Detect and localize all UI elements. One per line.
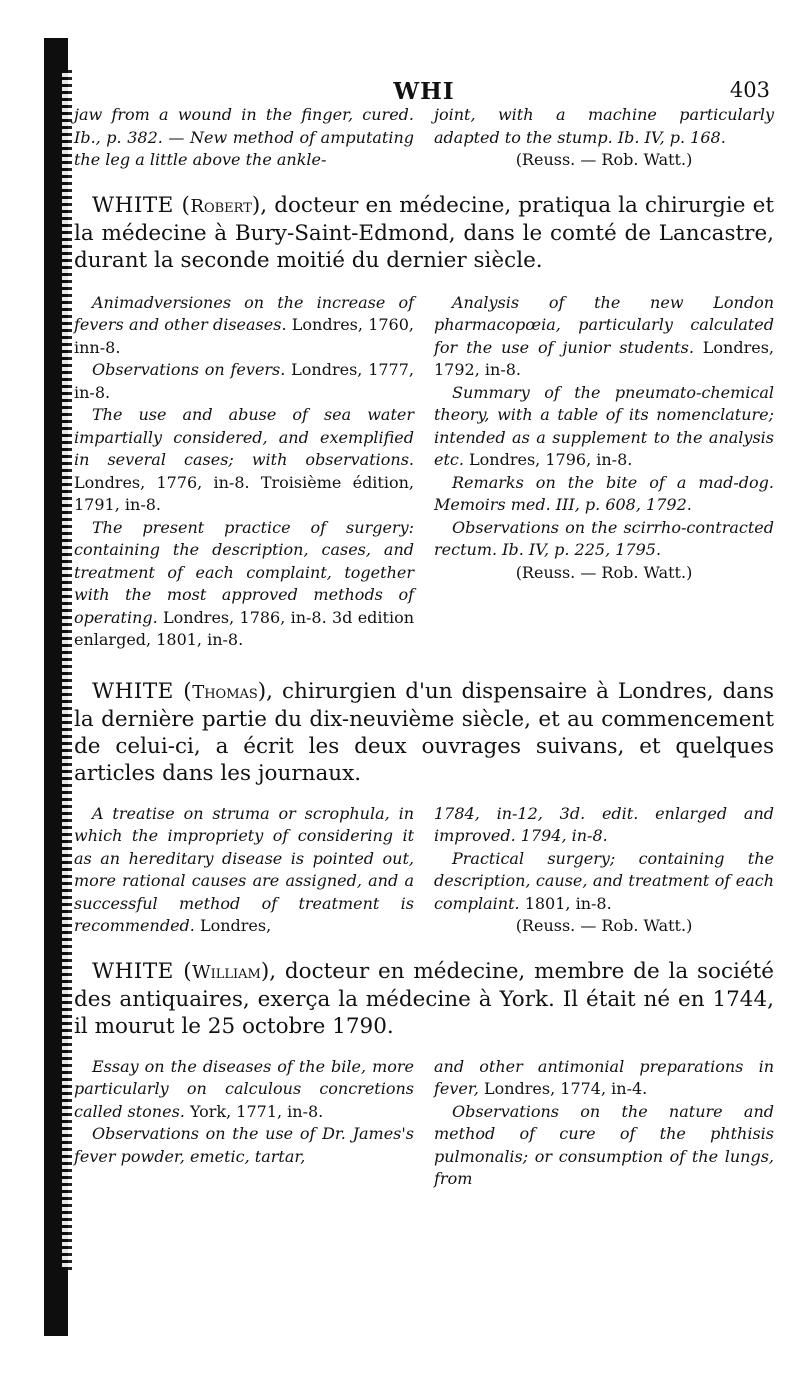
entry-biography: ), chirurgien d'un dispensaire à Londres, dans la dernière partie du dix-neuvième siècle, et au commencement de celui-ci, a écrit les deux ouvrages suivans, et quelques articles dans les journaux. bbox=[74, 678, 774, 786]
entry-surname: WHITE ( bbox=[92, 958, 193, 984]
entry-biography: ), docteur en médecine, membre de la société des antiquaires, exerça la médecine à York. Il était né en 1744, il mourut le 25 octobre 1790. bbox=[74, 958, 774, 1039]
bib-item: A treatise on struma or scrophula, in which the impropriety of considering it as an hereditary disease is pointed out, more rational causes are assigned, and a successful method of treatment is recommended. Londres, bbox=[74, 803, 414, 935]
william-right-column bbox=[434, 1056, 774, 1191]
bib-item: Essay on the diseases of the bile, more particularly on calculous concretions called stones. York, 1771, in-8. bbox=[74, 1056, 414, 1121]
entry-biography: ), docteur en médecine, pratiqua la chirurgie et la médecine à Bury-Saint-Edmond, dans le comté de Lancastre, durant la seconde moitié du dernier siècle. bbox=[74, 192, 774, 273]
bib-item: Observations on the scirrho-contracted rectum. Ib. IV, p. 225, 1795. bbox=[434, 517, 774, 559]
running-header bbox=[74, 78, 774, 104]
continued-entry bbox=[74, 104, 774, 172]
robert-bibliography bbox=[74, 292, 774, 652]
continued-left-column bbox=[74, 104, 414, 172]
entry-surname: WHITE ( bbox=[92, 678, 193, 704]
bib-item: Observations on the use of Dr. James's fever powder, emetic, tartar, bbox=[74, 1124, 414, 1166]
bib-source: (Reuss. — Rob. Watt.) bbox=[515, 562, 693, 582]
robert-right-column bbox=[434, 292, 774, 652]
header-word: WHI bbox=[393, 78, 455, 105]
page-number: 403 bbox=[729, 78, 770, 102]
continued-source: (Reuss. — Rob. Watt.) bbox=[515, 150, 693, 169]
entry-given-name: Robert bbox=[190, 195, 252, 217]
continued-right-text: joint, with a machine particularly adapted to the stump. Ib. IV, p. 168. bbox=[434, 105, 774, 147]
bib-item: The present practice of surgery: containing the description, cases, and treatment of each complaint, together with the most approved methods of operating. Londres, 1786, in-8. 3d edition enlarged, 1801, in-8. bbox=[74, 517, 414, 649]
continued-left-text: jaw from a wound in the finger, cured. Ib., p. 382. — New method of amputating the leg a little above the ankle- bbox=[74, 105, 414, 169]
thomas-right-column bbox=[434, 803, 774, 938]
bib-item: Remarks on the bite of a mad-dog. Memoirs med. III, p. 608, 1792. bbox=[434, 472, 774, 514]
william-bibliography bbox=[74, 1056, 774, 1191]
bib-item: Practical surgery; containing the description, cause, and treatment of each complaint. 1801, in-8. bbox=[434, 848, 774, 913]
robert-left-column bbox=[74, 292, 414, 652]
continued-right-column bbox=[434, 104, 774, 172]
bib-item: Summary of the pneumato-chemical theory, with a table of its nomenclature; intended as a supplement to the analysis etc. Londres, 1796, in-8. bbox=[434, 382, 774, 469]
bib-item: Analysis of the new London pharmacopœia, particularly calculated for the use of junior students. Londres, 1792, in-8. bbox=[434, 292, 775, 379]
bib-item-continued: and other antimonial preparations in fever, Londres, 1774, in-4. bbox=[434, 1056, 774, 1098]
entry-white-robert bbox=[74, 192, 774, 274]
thomas-left-column bbox=[74, 803, 414, 938]
entry-white-thomas bbox=[74, 678, 774, 787]
scan-edge-texture bbox=[62, 70, 72, 1270]
bib-source: (Reuss. — Rob. Watt.) bbox=[515, 916, 693, 935]
entry-given-name: William bbox=[192, 961, 261, 983]
entry-given-name: Thomas bbox=[192, 681, 258, 703]
bib-item: Animadversiones on the increase of fevers and other diseases. Londres, 1760, inn-8. bbox=[74, 292, 415, 357]
thomas-bibliography bbox=[74, 803, 774, 938]
entry-surname: WHITE ( bbox=[92, 192, 191, 218]
bib-item: The use and abuse of sea water impartially considered, and exemplified in several cases; with observations. Londres, 1776, in-8. Troisième édition, 1791, in-8. bbox=[74, 405, 414, 514]
bib-item: Observations on the nature and method of cure of the phthisis pulmonalis; or consumption of the lungs, from bbox=[434, 1101, 774, 1188]
william-left-column bbox=[74, 1056, 414, 1191]
book-page bbox=[74, 78, 774, 1191]
bib-item-continued: 1784, in-12, 3d. edit. enlarged and improved. 1794, in-8. bbox=[434, 803, 774, 845]
bib-item: Observations on fevers. Londres, 1777, in-8. bbox=[74, 360, 414, 402]
entry-white-william bbox=[74, 958, 774, 1040]
